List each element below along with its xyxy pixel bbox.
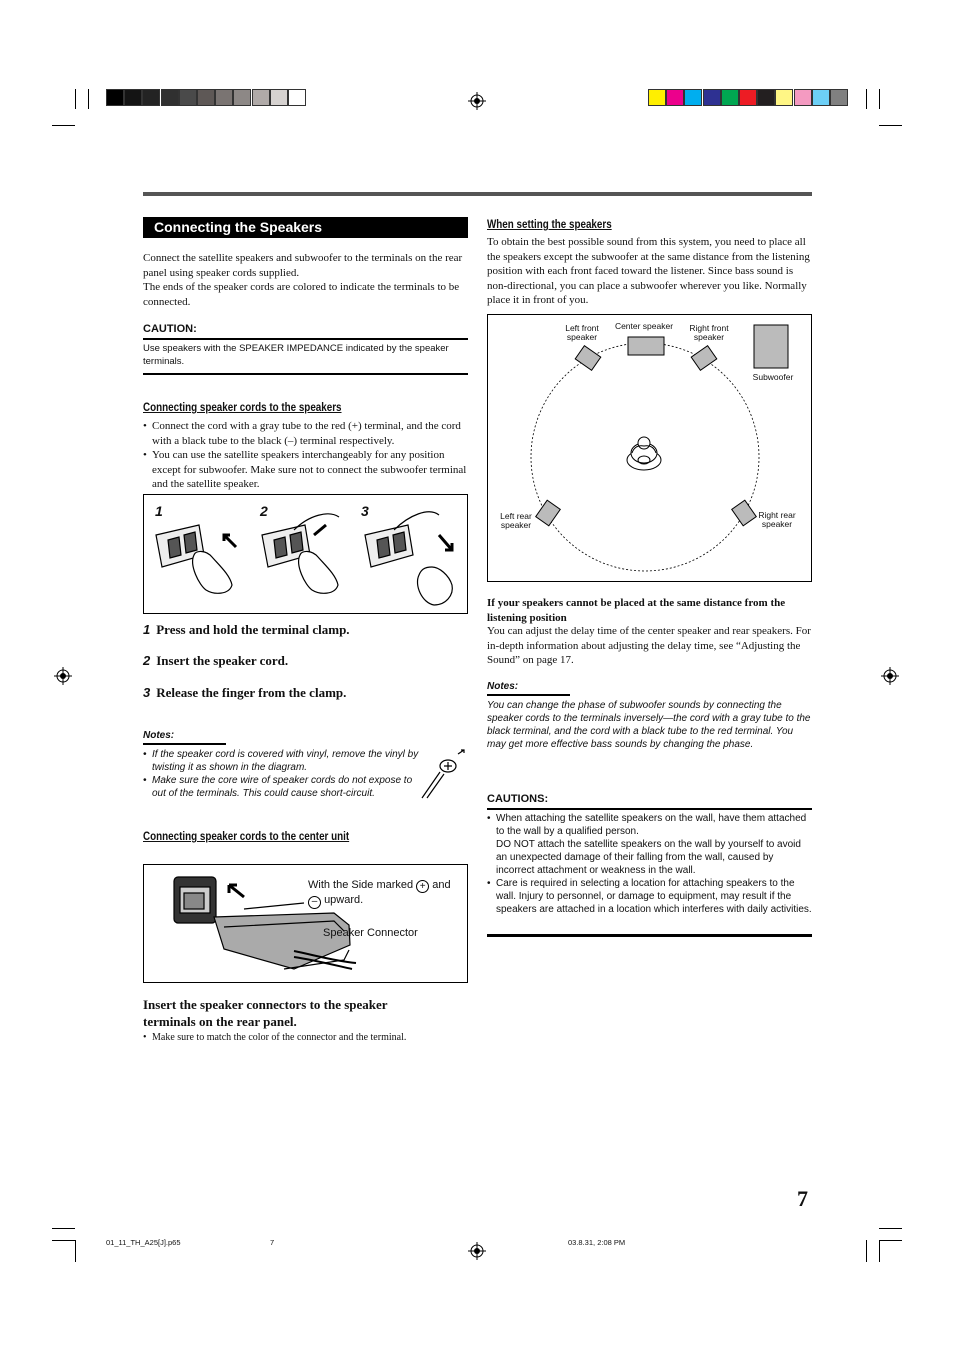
crop-mark [879, 89, 880, 109]
label-text: Right rear [758, 510, 796, 520]
setting-text: To obtain the best possible sound from this system, you need to place all the speakers except the subwoofer at the same distance from the listening position with each front faced toward the listener. Since bass sound is non-directional, you can place a subwoofer wherever you like. Normally place it in front of you. [487, 236, 810, 306]
figure-number: 1 [155, 503, 163, 519]
list-item: • Connect the cord with a gray tube to the red (+) terminal, and the cord with a black tube to the black (–) terminal respectively. [143, 419, 469, 448]
list-item: • If the speaker cord is covered with vinyl, remove the vinyl by twisting it as shown in the diagram. [143, 748, 421, 774]
minus-circle-icon: – [308, 896, 321, 909]
crop-mark [866, 1240, 867, 1262]
cord-twist-illustration-icon [418, 748, 468, 800]
insert-heading: Insert the speaker connectors to the speaker terminals on the rear panel. [143, 997, 388, 1029]
step-number: 3 [143, 685, 151, 700]
speaker-cords-heading: Connecting speaker cords to the speakers [143, 400, 342, 414]
label-text: Right front [689, 323, 729, 333]
crop-mark [879, 1228, 902, 1229]
list-item: • You can use the satellite speakers interchangeably for any position except for subwoofer. Make sure not to connect the subwoofer terminal and the satellite speaker. [143, 448, 469, 492]
speaker-placement-diagram [487, 314, 812, 582]
step-text: Press and hold the terminal clamp. [156, 622, 350, 637]
step-3 [143, 685, 346, 701]
color-swatch [830, 89, 848, 106]
left-rear-label [496, 512, 536, 530]
crop-mark [52, 1240, 75, 1241]
color-swatch [684, 89, 702, 106]
label-text: Left rear [500, 511, 532, 521]
gray-swatch [215, 89, 233, 106]
color-swatch [739, 89, 757, 106]
step-text: Release the finger from the clamp. [156, 685, 347, 700]
color-swatch [757, 89, 775, 106]
color-swatch [648, 89, 666, 106]
caution-line: DO NOT attach the satellite speakers on the wall by yourself to avoid an unexpected damage of their falling from the wall, caused by incorrect attachment or weakness in the wall. [496, 839, 801, 876]
list-item: • Make sure to match the color of the connector and the terminal. [143, 1031, 469, 1044]
right-rear-label [754, 511, 800, 529]
label-text: upward. [324, 894, 364, 906]
gray-swatch [161, 89, 179, 106]
gray-swatch [124, 89, 142, 106]
label-text: speaker [761, 519, 793, 529]
left-front-label [560, 324, 604, 342]
section-title [143, 217, 468, 238]
plus-circle-icon: + [416, 880, 429, 893]
list-item: • Make sure the core wire of speaker cords do not expose to out of the terminals. This could cause short-circuit. [143, 774, 421, 800]
notes-left-heading: Notes: [143, 730, 175, 741]
cautions-bottom-rule [487, 934, 812, 937]
caution-text: Use speakers with the SPEAKER IMPEDANCE indicated by the speaker terminals. [143, 343, 449, 367]
notes-right-heading: Notes: [487, 681, 519, 692]
center-unit-heading: Connecting speaker cords to the center unit [143, 829, 350, 843]
label-text: Left front [565, 323, 599, 333]
distance-text: You can adjust the delay time of the center speaker and rear speakers. For in-depth information about adjusting the delay time, see “Adjusting the Sound” on page 17. [487, 625, 811, 666]
notes-left-rule [143, 743, 226, 745]
step-text: Insert the speaker cord. [156, 653, 289, 668]
registration-target-icon [468, 92, 486, 110]
intro-text [143, 251, 469, 309]
crop-mark [52, 1228, 75, 1229]
gray-swatch [252, 89, 270, 106]
gray-swatch [106, 89, 124, 106]
caution-bottom-rule [143, 373, 468, 375]
figure-number: 2 [260, 503, 268, 519]
caution-heading: CAUTION: [143, 323, 197, 335]
footer-page: 7 [270, 1238, 275, 1247]
subwoofer-label: Subwoofer [752, 372, 794, 382]
gray-swatch [197, 89, 215, 106]
center-speaker-label: Center speaker [614, 321, 674, 331]
gray-swatch [179, 89, 197, 106]
crop-mark [75, 1240, 76, 1262]
color-swatch [721, 89, 739, 106]
cautions-top-rule [487, 808, 812, 810]
caution-line: • When attaching the satellite speakers on the wall, have them attached to the wall by a qualified person. [496, 813, 807, 837]
intro-paragraph: The ends of the speaker cords are colored to indicate the terminals to be connected. [143, 281, 460, 308]
label-text: and [432, 879, 451, 891]
footer-date: 03.8.31, 2:08 PM [568, 1238, 626, 1247]
registration-target-icon [468, 1242, 486, 1260]
gray-swatch [288, 89, 306, 106]
center-unit-figure [143, 864, 468, 983]
label-text: speaker [500, 520, 532, 530]
step-1 [143, 622, 350, 638]
side-marked-label [308, 878, 451, 909]
section-title-text: Connecting the Speakers [154, 219, 323, 235]
step-number: 1 [143, 622, 151, 637]
terminal-clamp-figure [143, 494, 468, 614]
registration-target-icon [54, 667, 72, 685]
color-swatch [703, 89, 721, 106]
crop-mark [879, 125, 902, 126]
crop-mark [52, 125, 75, 126]
speaker-connector-label: Speaker Connector [323, 927, 418, 939]
speaker-cords-bullets [143, 419, 469, 492]
crop-mark [879, 1240, 902, 1241]
step-number: 2 [143, 653, 151, 668]
color-swatch [666, 89, 684, 106]
insert-bullets [143, 1031, 469, 1044]
page-number: 7 [797, 1186, 808, 1211]
cautions-heading: CAUTIONS: [487, 793, 549, 805]
gray-swatch [233, 89, 251, 106]
placement-diagram-icon [488, 315, 811, 581]
list-item: • Care is required in selecting a location for attaching speakers to the wall. Injury to personnel, or damage to equipment, may result if the speakers are attached in a location which interferes with daily activities. [487, 877, 812, 916]
step-2 [143, 653, 288, 669]
intro-paragraph: Connect the satellite speakers and subwoofer to the terminals on the rear panel using speaker cords supplied. [143, 252, 463, 279]
gray-swatch [270, 89, 288, 106]
crop-mark [88, 89, 89, 109]
color-swatch [812, 89, 830, 106]
clamp-illustration-icon [144, 495, 467, 613]
notes-right-rule [487, 694, 570, 696]
gray-swatch [142, 89, 160, 106]
crop-mark [879, 1240, 880, 1262]
label-text: With the Side marked [308, 879, 414, 891]
distance-heading: If your speakers cannot be placed at the same distance from the listening position [487, 597, 786, 624]
cautions-list [487, 812, 812, 916]
footer-file: 01_11_TH_A25[J].p65 [106, 1238, 181, 1247]
setting-heading: When setting the speakers [487, 217, 612, 231]
color-swatch [794, 89, 812, 106]
registration-target-icon [881, 667, 899, 685]
notes-right-text: You can change the phase of subwoofer sounds by connecting the speaker cords to the terminals inversely—the cord with a gray tube to the black terminal, and the cord with a black tube to the red terminal. You may get more effective bass sounds by changing the phase. [487, 700, 811, 750]
figure-number: 3 [361, 503, 369, 519]
crop-mark [75, 89, 76, 109]
list-item [487, 812, 812, 877]
color-swatch [775, 89, 793, 106]
notes-left-list [143, 748, 421, 800]
crop-mark [866, 89, 867, 109]
right-front-label [685, 324, 733, 342]
label-text: speaker [566, 332, 598, 342]
label-text: speaker [693, 332, 725, 342]
caution-top-rule [143, 338, 468, 340]
top-rule [143, 192, 812, 196]
